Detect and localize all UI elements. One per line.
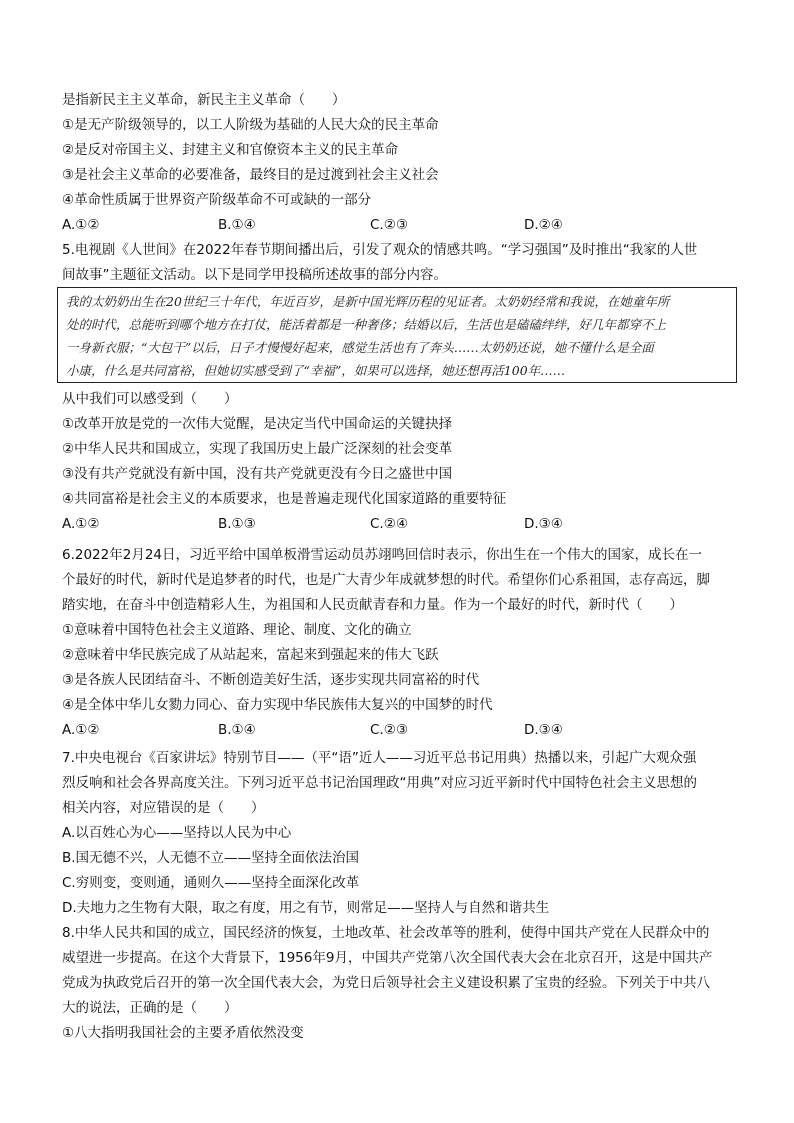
story-line-3: 一身新衣服；“大包干”以后，日子才慢慢好起来，感觉生活也有了奔头……太奶奶还说，她不懂什么是全面: [66, 340, 654, 355]
q7-option-c: C.穷则变，变则通，通则久——坚持全面深化改革: [62, 875, 360, 891]
q7-stem-1: 7.中央电视台《百家讲坛》特别节目——（平“语”近人——习近平总书记用典）热播以来，引起广大观众强: [62, 750, 697, 766]
q4-item-3: ③是社会主义革命的必要准备，最终目的是过渡到社会主义社会: [62, 167, 439, 183]
story-line-4: 小康，什么是共同富裕，但她切实感受到了“幸福”，如果可以选择，她还想再活100年……: [66, 363, 566, 378]
q7-option-b: B.国无德不兴，人无德不立——坚持全面依法治国: [62, 850, 360, 866]
q5-option-b: B.①③: [218, 516, 256, 532]
q6-option-b: B.①④: [218, 722, 256, 738]
q5-item-3: ③没有共产党就没有新中国，没有共产党就更没有今日之盛世中国: [62, 466, 453, 482]
q6-option-c: C.②③: [370, 722, 408, 738]
q7-option-d: D.夫地力之生物有大限，取之有度，用之有节，则常足——坚持人与自然和谐共生: [62, 900, 550, 916]
q7-stem-3: 相关内容，对应错误的是（ ）: [62, 800, 265, 816]
q4-option-b: B.①④: [218, 217, 256, 233]
q5-stem-1: 5.电视剧《人世间》在2022年春节期间播出后，引发了观众的情感共鸣。“学习强国”及时推出“我家的人世: [62, 242, 698, 258]
q5-item-4: ④共同富裕是社会主义的本质要求，也是普遍走现代化国家道路的重要特征: [62, 491, 507, 507]
story-line-1: 我的太奶奶出生在20世纪三十年代，年近百岁，是新中国光辉历程的见证者。太奶奶经常和我说，在她童年所: [66, 294, 670, 309]
q5-option-c: C.②④: [370, 516, 408, 532]
q8-stem-1: 8.中华人民共和国的成立，国民经济的恢复，土地改革、社会改革等的胜利，使得中国共产党在人民群众中的: [62, 925, 710, 941]
q5-option-d: D.③④: [524, 516, 563, 532]
q6-item-2: ②意味着中华民族完成了从站起来，富起来到强起来的伟大飞跃: [62, 647, 439, 663]
q4-item-2: ②是反对帝国主义、封建主义和官僚资本主义的民主革命: [62, 142, 399, 158]
q7-option-a: A.以百姓心为心——坚持以人民为中心: [62, 825, 292, 841]
q6-item-4: ④是全体中华儿女勠力同心、奋力实现中华民族伟大复兴的中国梦的时代: [62, 697, 493, 713]
q4-option-d: D.②④: [524, 217, 563, 233]
q4-item-4: ④革命性质属于世界资产阶级革命不可或缺的一部分: [62, 192, 372, 208]
q4-option-a: A.①②: [62, 217, 100, 233]
q4-item-1: ①是无产阶级领导的，以工人阶级为基础的人民大众的民主革命: [62, 117, 439, 133]
story-line-2: 处的时代，总能听到哪个地方在打仗，能活着都是一种奢侈；结婚以后，生活也是磕磕绊绊，好几年都穿不上: [66, 317, 667, 332]
q5-option-a: A.①②: [62, 516, 100, 532]
q8-stem-3: 党成为执政党后召开的第一次全国代表大会，为党日后领导社会主义建设积累了宝贵的经验。下列关于中共八: [62, 975, 710, 991]
q5-stem-2: 间故事”主题征文活动。以下是同学甲投稿所述故事的部分内容。: [62, 267, 447, 283]
q5-prompt: 从中我们可以感受到（ ）: [62, 391, 238, 407]
q5-item-1: ①改革开放是党的一次伟大觉醒，是决定当代中国命运的关键抉择: [62, 416, 453, 432]
q8-stem-2: 威望进一步提高。在这个大背景下，1956年9月，中国共产党第八次全国代表大会在北京召开，这是中国共产: [62, 950, 713, 966]
q6-stem-3: 踏实地，在奋斗中创造精彩人生，为祖国和人民贡献青春和力量。作为一个最好的时代，新时代（ ）: [62, 597, 683, 613]
q4-option-c: C.②③: [370, 217, 408, 233]
q6-option-d: D.③④: [524, 722, 563, 738]
q6-stem-1: 6.2022年2月24日，习近平给中国单板滑雪运动员苏翊鸣回信时表示，你出生在一个伟大的国家，成长在一: [62, 547, 703, 563]
q8-stem-4: 大的说法，正确的是（ ）: [62, 1000, 238, 1016]
q5-item-2: ②中华人民共和国成立，实现了我国历史上最广泛深刻的社会变革: [62, 441, 453, 457]
q7-stem-2: 烈反响和社会各界高度关注。下列习近平总书记治国理政“用典”对应习近平新时代中国特色社会主义思想的: [62, 775, 697, 791]
q6-option-a: A.①②: [62, 722, 100, 738]
q6-stem-2: 个最好的时代，新时代是追梦者的时代，也是广大青少年成就梦想的时代。希望你们心系祖国，志存高远，脚: [62, 572, 710, 588]
story-box: [57, 287, 737, 383]
q6-item-3: ③是各族人民团结奋斗、不断创造美好生活，逐步实现共同富裕的时代: [62, 672, 480, 688]
q6-item-1: ①意味着中国特色社会主义道路、理论、制度、文化的确立: [62, 622, 412, 638]
q4-stem: 是指新民主主义革命，新民主主义革命（ ）: [62, 92, 346, 108]
q8-item-1: ①八大指明我国社会的主要矛盾依然没变: [62, 1025, 304, 1041]
